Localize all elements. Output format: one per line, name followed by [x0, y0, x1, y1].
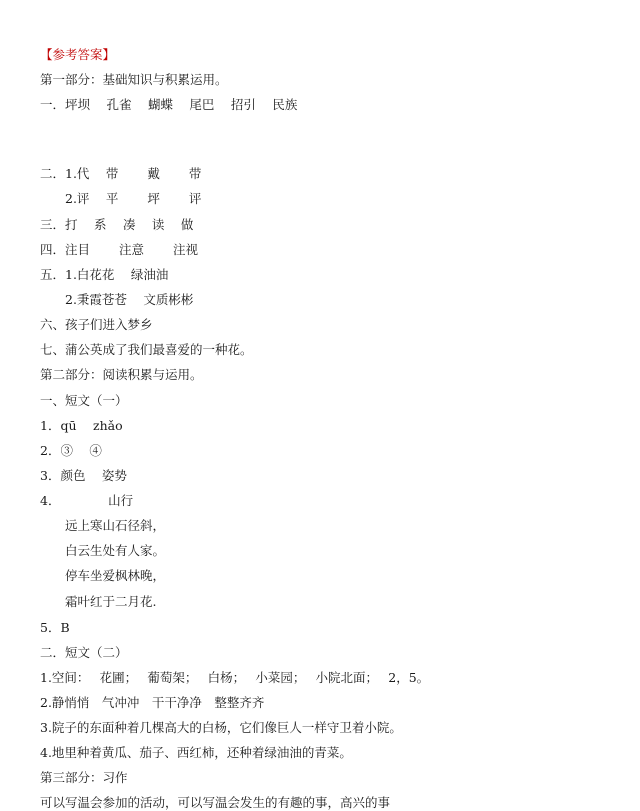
answer-line-5b: 2.秉霞苍苍 文质彬彬: [65, 292, 194, 307]
passage-two-q1: 1.空间： 花圃； 葡萄架； 白杨； 小菜园； 小院北面； 2，5。: [40, 670, 430, 685]
poem-line-2: 白云生处有人家。: [65, 543, 166, 558]
answer-line-2b: 2.评 平 坪 评: [65, 191, 202, 206]
passage-one-q3: 3．颜色 姿势: [40, 468, 127, 483]
part-one-heading: 第一部分：基础知识与积累运用。: [40, 72, 228, 87]
poem-line-4: 霜叶红于二月花.: [65, 594, 157, 609]
part-three-heading: 第三部分：习作: [40, 770, 128, 785]
passage-one-q5: 5．B: [40, 620, 70, 635]
answer-line-1: 一．坪坝 孔雀 蝴蝶 尾巴 招引 民族: [40, 97, 298, 112]
answer-line-4: 四．注目 注意 注视: [40, 242, 198, 257]
answer-line-3: 三．打 系 凑 读 做: [40, 217, 194, 232]
answer-line-5a: 五．1.白花花 绿油油: [40, 267, 169, 282]
passage-one-heading: 一、短文（一）: [40, 393, 128, 408]
poem-line-1: 远上寒山石径斜，: [65, 518, 166, 533]
answer-line-2a: 二．1.代 带 戴 带: [40, 166, 202, 181]
passage-two-q4: 4.地里种着黄瓜、茄子、西红柿，还种着绿油油的青菜。: [40, 745, 352, 760]
passage-two-q3: 3.院子的东面种着几棵高大的白杨，它们像巨人一样守卫着小院。: [40, 720, 402, 735]
passage-one-q1: 1．qū zhǎo: [40, 418, 123, 433]
passage-one-q4: 4． 山行: [40, 493, 134, 508]
passage-two-heading: 二．短文（二）: [40, 645, 128, 660]
part-two-heading: 第二部分：阅读积累与运用。: [40, 367, 203, 382]
answer-line-7: 七、蒲公英成了我们最喜爱的一种花。: [40, 342, 253, 357]
passage-one-q2: 2．③ ④: [40, 443, 102, 458]
poem-line-3: 停车坐爱枫林晚，: [65, 568, 166, 583]
writing-hint: 可以写温会参加的活动，可以写温会发生的有趣的事，高兴的事: [40, 795, 391, 810]
passage-two-q2: 2.静悄悄 气冲冲 干干净净 整整齐齐: [40, 695, 265, 710]
answer-line-6: 六、孩子们进入梦乡: [40, 317, 153, 332]
answer-title: 【参考答案】: [40, 47, 116, 62]
